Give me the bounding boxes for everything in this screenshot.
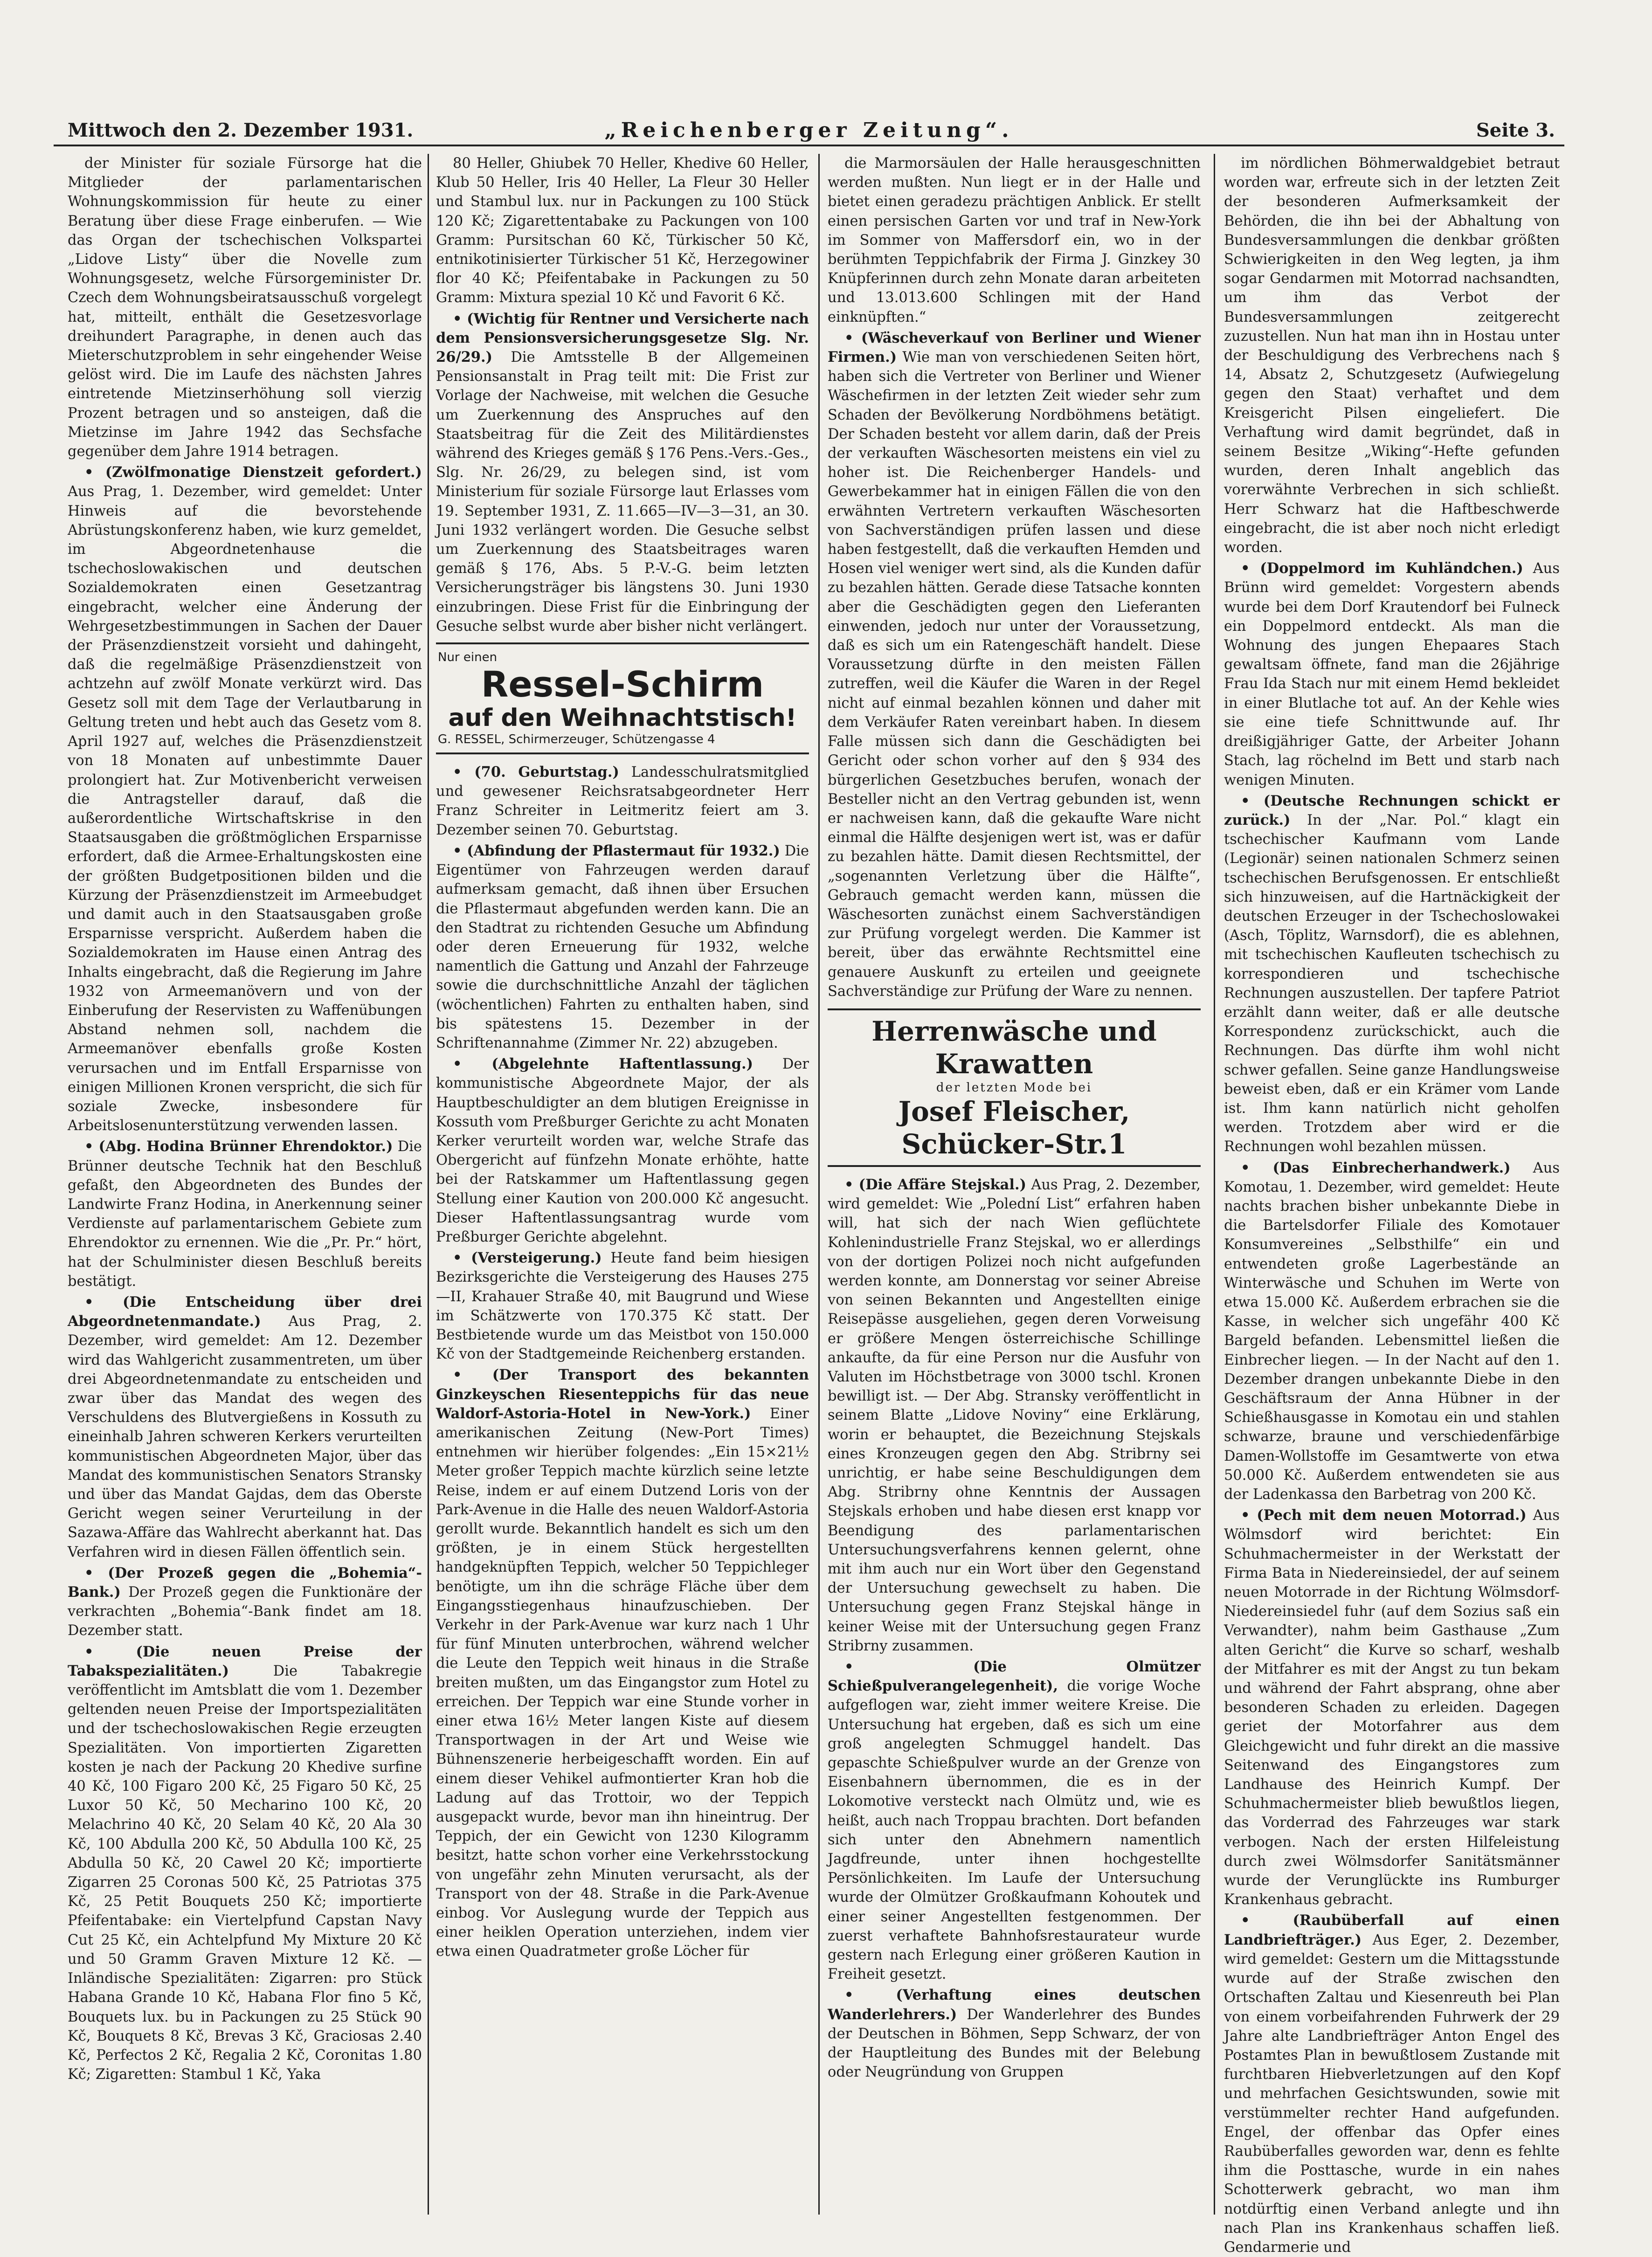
- article-paragraph: [828, 1175, 1201, 1656]
- article-paragraph: [828, 154, 1201, 327]
- article-paragraph: [68, 463, 422, 1135]
- articles-col3-top: [828, 154, 1201, 1001]
- article-paragraph: [436, 1366, 809, 1961]
- article-body: Aus Prag, 1. Dezember, wird gemeldet: Unter Hinweis auf die bevorstehende Abrüstungskonferenz haben, wie kurz gemeldet, im Abgeordnetenhause die tschechoslowakischen und deutschen Sozialdemokraten einen Gesetzantrag eingebracht, welcher eine Änderung der Wehrgesetzbestimmungen in Sachen der Dauer der Präsenzdienstzeit vorsieht und dahingeht, daß die regelmäßige Präsenzdienstzeit von achtzehn auf zwölf Monate verkürzt wird. Das Gesetz soll mit dem Tage der Verlautbarung in Geltung treten und hebt auch das Gesetz vom 8. April 1927 auf, welches die Präsenzdienstzeit von 18 Monaten auf unbestimmte Dauer prolongiert hat. Zur Motivenbericht verweisen die Antragsteller darauf, daß die außerordentliche Wirtschaftskrise in den Staatsausgaben die größtmöglichen Ersparnisse erfordert, daß die Armee-Erhaltungskosten eine der größten Budgetpositionen bilden und die Kürzung der Präsenzdienstzeit im Armeebudget und damit auch in den Staatsausgaben große Ersparnisse verspricht. Außerdem haben die Sozialdemokraten im Hause einen Antrag des Inhalts eingebracht, daß die Regierung im Jahre 1932 von Armeemanövern und von der Einberufung der Reservisten zu Waffenübungen Abstand nehmen soll, nachdem die Armeemanöver ebenfalls große Kosten verursachen und im Entfall Ersparnisse von einigen Millionen Kronen verspricht, die sich für soziale Zwecke, insbesondere für Arbeitslosenunterstützung verwenden lassen.: [68, 483, 422, 1134]
- article-body: die Marmorsäulen der Halle herausgeschnitten werden mußten. Nun liegt er in der Halle und bietet einen geradezu prächtigen Anblick. Er stellt einen persischen Garten vor und traf in New-York im Sommer von Maffersdorf ein, wo in der berühmten Teppichfabrik der Firma J. Ginzkey 30 Knüpferinnen durch zehn Monate daran arbeiteten und 13.013.600 Schlingen mit der Hand einknüpften.“: [828, 155, 1201, 325]
- column-1: [68, 154, 422, 2215]
- article-paragraph: [436, 1055, 809, 1247]
- article-body: Die Amtsstelle B der Allgemeinen Pensionsanstalt in Prag teilt mit: Die Frist zur Vorlage der Nachweise, mit welchen die Gesuche um Zuerkennung des Anspruches auf den Staatsbeitrag für die Zeit des Militärdienstes während des Krieges gemäß § 176 Pens.-Vers.-Ges., Slg. Nr. 26/29, zu belegen sind, ist vom Ministerium für soziale Fürsorge laut Erlasses vom 19. September 1931, Z. 11.665—IV—3—31, an 30. Juni 1932 verlängert worden. Die Gesuche selbst um Zuerkennung des Staatsbeitrages waren gemäß § 176, Abs. 5 P.-V.-G. beim letzten Versicherungsträger bis längstens 30. Juni 1930 einzubringen. Diese Frist für die Einbringung der Gesuche selbst wurde aber bisher nicht verlängert.: [436, 349, 809, 635]
- ad2-shop-name: Josef Fleischer, Schücker-Str.1: [898, 1095, 1130, 1160]
- articles-col2-bottom: [436, 763, 809, 1961]
- article-body: Aus Prag, 2. Dezember, wird gemeldet: Am 12. Dezember wird das Wahlgericht zusammentreten, um über drei Abgeordnetenmandate zu entscheiden und zwar über das Mandat des wegen des Verschuldens des Blutvergießens in Kossuth zu eineinhalb Jahren schweren Kerkers verurteilten kommunistischen Abgeordneten Major, über das Mandat des kommunistischen Senators Stransky und über das Mandat Gajdas, dem das Oberste Gericht wegen seiner Verurteilung in der Sazawa-Affäre das Wahlrecht aberkannt hat. Das Verfahren wird in diesen Fällen öffentlich sein.: [68, 1313, 422, 1560]
- article-heading: • (Die Affäre Stejskal.): [844, 1176, 1027, 1193]
- articles-col2-top: [436, 154, 809, 636]
- ad-headline: Ressel-Schirm: [481, 663, 764, 705]
- article-body: In der „Nar. Pol.“ klagt ein tschechischer Kaufmann vom Lande (Legionär) seinen nationalen Schmerz seinen tschechischen Berufsgenossen. Er entschließt sich hinzuweisen, auf die Hartnäckigkeit der deutschen Erzeuger in der Tschechoslowakei (Asch, Töplitz, Warnsdorf), die es ablehnen, mit tschechischen Kaufleuten tschechisch zu korrespondieren und tschechische Rechnungen auszustellen. Der tapfere Patriot erzählt dann weiter, daß er alle deutsche Korrespondenz zurückschickt, auch die Rechnungen. Das dürfte ihm wohl nicht schwer gefallen. Seine ganze Handlungsweise beweist eben, daß er ein Krämer vom Lande ist. Ihm kann natürlich nicht geholfen werden. Trotzdem aber wird er die Rechnungen wohl bezahlen müssen.: [1224, 812, 1560, 1155]
- article-body: Die Eigentümer von Fahrzeugen werden darauf aufmerksam gemacht, daß ihnen über Ersuchen die Pflastermaut abgefunden werden kann. Die an den Stadtrat zu richtenden Gesuche um Abfindung oder deren Erneuerung für 1932, welche namentlich die Gattung und Anzahl der Fahrzeuge sowie die durchschnittliche Anzahl der täglichen (wöchentlichen) Fahrten zu enthalten haben, sind bis spätestens 15. Dezember in der Schriftenannahme (Zimmer Nr. 22) abzugeben.: [436, 842, 809, 1051]
- article-paragraph: [68, 154, 422, 461]
- article-paragraph: [68, 1564, 422, 1641]
- article-body: 80 Heller, Ghiubek 70 Heller, Khedive 60 Heller, Klub 50 Heller, Iris 40 Heller, La Fleur 30 Heller und Stambul lux. nur in Packungen zu 100 Stück 120 Kč; Zigarettentabake zu Packungen von 100 Gramm: Pursitschan 60 Kč, Türkischer 50 Kč, entnikotinisierter Türkischer 51 Kč, Herzegowiner flor 40 Kč; Pfeifentabake in Packungen zu 50 Gramm: Mixtura spezial 10 Kč und Favorit 6 Kč.: [436, 155, 809, 306]
- article-heading: • (70. Geburtstag.): [453, 764, 619, 781]
- article-heading: • (Die Entscheidung über drei Abgeordnetenmandate.): [68, 1293, 422, 1330]
- article-paragraph: [1224, 559, 1560, 789]
- article-heading: • (Raubüberfall auf einen Landbriefträger.): [1224, 1912, 1560, 1948]
- article-heading: • (Der Transport des bekannten Ginzkeyschen Riesenteppichs für das neue Waldorf-Astoria-Hotel in New-York.): [436, 1367, 809, 1422]
- article-paragraph: [828, 329, 1201, 1001]
- header-date: Mittwoch den 2. Dezember 1931.: [68, 119, 414, 141]
- masthead-title: „Reichenberger Zeitung“.: [604, 118, 1014, 142]
- article-body: Aus Komotau, 1. Dezember, wird gemeldet: Heute nachts brachen bisher unbekannte Diebe in die Bartelsdorfer Filiale des Komotauer Konsumvereines „Selbsthilfe“ ein und entwendeten große Lagerbestände an Winterwäsche und Schuhen im Werte von etwa 15.000 Kč. Außerdem erbrachen sie die Kasse, in welcher sich ungefähr 400 Kč Bargeld befanden. Lebensmittel ließen die Einbrecher liegen. — In der Nacht auf den 1. Dezember drangen unbekannte Diebe in den Geschäftsraum der Anna Hübner in der Schießhausgasse in Komotau ein und stahlen schwarze, braune und verschiedenfärbige Damen-Wollstoffe im Gesamtwerte von etwa 50.000 Kč. Außerdem entwendeten sie aus der Ladenkassa den Barbetrag von 200 Kč.: [1224, 1160, 1560, 1503]
- article-heading: • (Abgelehnte Haftentlassung.): [453, 1056, 753, 1073]
- article-paragraph: [1224, 154, 1560, 557]
- newspaper-page: [54, 112, 1564, 2256]
- article-body: Aus Eger, 2. Dezember, wird gemeldet: Gestern um die Mittagsstunde wurde auf der Straße zwischen den Ortschaften Zaltau und Kiesenreuth bei Plan von einem vorbeifahrenden Fuhrwerk der 29 Jahre alte Landbriefträger Anton Engel des Postamtes Plan in bewußtlosem Zustande mit furchtbaren Hiebverletzungen auf den Kopf und mehrfachen Gesichtswunden, sowie mit verstümmelter rechter Hand aufgefunden. Engel, der offenbar das Opfer eines Raubüberfalles geworden war, denn es fehlte ihm die Posttasche, wurde in ein nahes Schotterwerk gebracht, wo man ihm notdürftig einen Verband anlegte und ihn nach Plan ins Krankenhaus schaffen ließ. Gendarmerie und: [1224, 1932, 1560, 2256]
- article-heading: • (Doppelmord im Kuhländchen.): [1241, 560, 1523, 577]
- article-paragraph: [436, 310, 809, 636]
- article-heading: • (Die Olmützer Schießpulverangelegenheit),: [828, 1658, 1201, 1695]
- advertisement-herrenwaesche: [828, 1008, 1201, 1167]
- article-body: Heute fand beim hiesigen Bezirksgerichte die Versteigerung des Hauses 275—II, Krahauer Straße 40, mit Baugrund und Wiese im Schätzwerte von 170.375 Kč statt. Der Bestbietende wurde um das Meistbot von 150.000 Kč von der Stadtgemeinde Reichenberg erstanden.: [436, 1250, 809, 1363]
- advertisement-ressel-schirm: [436, 642, 809, 754]
- article-paragraph: [1224, 792, 1560, 1157]
- article-heading: • (Verhaftung eines deutschen Wanderlehrers.): [828, 1987, 1201, 2023]
- column-rule: [818, 154, 820, 2215]
- column-rule: [428, 154, 429, 2215]
- article-paragraph: [1224, 1506, 1560, 1909]
- article-heading: • (Versteigerung.): [453, 1249, 602, 1267]
- article-heading: • (Wichtig für Rentner und Versicherte nach dem Pensionsversicherungsgesetze Slg. Nr. 26/29.): [436, 310, 809, 366]
- article-heading: • (Abg. Hodina Brünner Ehrendoktor.): [84, 1138, 393, 1155]
- article-paragraph: [828, 1986, 1201, 2082]
- article-paragraph: [436, 1249, 809, 1364]
- ad-firm-address: G. RESSEL, Schirmerzeuger, Schützengasse 4: [438, 732, 715, 747]
- article-paragraph: [68, 1293, 422, 1562]
- article-body: der Minister für soziale Fürsorge hat die Mitglieder der parlamentarischen Wohnungskommission für heute zu einer Beratung über diese Frage einberufen. — Wie das Organ der tschechischen Volkspartei „Lidove Listy“ über die Novelle zum Wohnungsgesetz, welche Fürsorgeminister Dr. Czech dem Wohnungsbeiratsausschuß vorgelegt hat, mitteilt, enthält die Gesetzesvorlage dreihundert Paragraphe, in denen auch das Mieterschutzproblem in sehr eingehender Weise gelöst wird. Die im Laufe des nächsten Jahres eintretende Mietzinserhöhung soll vierzig Prozent betragen und so ansteigen, daß die Mietzinse im Jahre 1942 das Sechsfache gegenüber dem Jahre 1914 betragen.: [68, 155, 422, 460]
- articles-col1: [68, 154, 422, 2084]
- article-body: im nördlichen Böhmerwaldgebiet betraut worden war, erfreute sich in der letzten Zeit der besonderen Aufmerksamkeit der Behörden, die ihn bei der Abhaltung von Bundesversammlungen die denkbar größten Schwierigkeiten in den Weg legten, ja ihm sogar Gendarmen mit Motorrad nachsandten, um ihm das Verbot der Bundesversammlungen zeitgerecht zuzustellen. Nun hat man ihn in Hostau unter der Beschuldigung des Verbrechens nach § 14, Absatz 2, Schutzgesetz (Aufwiegelung gegen den Staat) verhaftet und dem Kreisgericht Pilsen eingeliefert. Die Verhaftung wird damit begründet, daß in seinem Besitze „Wiking“-Hefte gefunden wurden, deren Inhalt angeblich das vorerwähnte Verbrechen in sich schließt. Herr Schwarz hat die Haftbeschwerde eingebracht, die ist aber noch nicht erledigt worden.: [1224, 155, 1560, 556]
- article-body: die vorige Woche aufgeflogen war, zieht immer weitere Kreise. Die Untersuchung hat ergeben, daß es sich um eine groß angelegten Schmuggel handelt. Das gepaschte Schießpulver wurde an der Grenze von Eisenbahnern übernommen, die es in der Lokomotive versteckt nach Olmütz und, wie es heißt, auch nach Troppau brachten. Dort befanden sich unter den Abnehmern namentlich Jagdfreunde, unter ihnen hochgestellte Persönlichkeiten. Im Laufe der Untersuchung wurde der Olmützer Großkaufmann Kohoutek und einer seiner Angestellten festgenommen. Der zuerst verhaftete Bahnhofsrestaurateur wurde gestern nach Erlegung einer größeren Kaution in Freiheit gesetzt.: [828, 1678, 1201, 1983]
- article-body: Einer amerikanischen Zeitung (New-Port Times) entnehmen wir hierüber folgendes: „Ein 15×21½ Meter großer Teppich machte kürzlich seine letzte Reise, indem er auf einem Dutzend Loris von der Park-Avenue in die Halle des neuen Waldorf-Astoria gerollt wurde. Bekanntlich handelt es sich um den größten, je in einem Stück hergestellten handgeknüpften Teppich, welcher 50 Teppichleger benötigte, um ihn die schräge Fläche über dem Eingangsstiegenhaus hinaufzuschieben. Der Verkehr in der Park-Avenue war kurz nach 1 Uhr für fünf Minuten unterbrochen, während welcher die Leute den Teppich weit hinaus in die Straße breiten mußten, um das Eingangstor zum Hotel zu erreichen. Der Teppich war eine Stunde vorher in einer etwa 16½ Meter langen Kiste auf diesem Transportwagen in der Art und Weise wie Bühnenszenerie herbeigeschafft worden. Ein auf einem dieser Vehikel aufmontierter Kran hob die Ladung auf das Trottoir, wo der Teppich ausgepackt wurde, bevor man ihn hineintrug. Der Teppich, der ein Gewicht von 1230 Kilogramm besitzt, hatte schon vorher eine Verkehrsstockung von ungefähr zehn Minuten verursacht, als der Transport von der 48. Straße in die Park-Avenue einbog. Vor Auslegung wurde der Teppich aus einer heiklen Operation unterziehen, indem vier etwa einen Quadratmeter große Löcher für: [436, 1405, 809, 1960]
- ad2-tagline: der letzten Mode bei: [936, 1080, 1092, 1095]
- article-body: Wie man von verschiedenen Seiten hört, haben sich die Vertreter von Berliner und Wiener Wäschefirmen in der letzten Zeit wieder sehr zum Schaden der Bevölkerung Nordböhmens betätigt. Der Schaden besteht vor allem darin, daß der Preis der verkauften Wäschesorten meistens ein viel zu hoher ist. Die Reichenberger Handels- und Gewerbekammer hat in einigen Fällen die von den erwähnten Vertretern verkauften Wäschesorten von Sachverständigen prüfen lassen und diese haben festgestellt, daß die verkauften Hemden und Hosen viel weniger wert sind, als die Kunden dafür zu bezahlen hätten. Gerade diese Tatsache konnten aber die Geschädigten gegen den Lieferanten einwenden, jedoch nur unter der Voraussetzung, daß es sich um ein Ratengeschäft handelt. Diese Voraussetzung dürfte in den meisten Fällen zutreffen, weil die Käufer die Waren in der Regel nicht auf einmal bezahlen können und daher mit dem Verkäufer Raten vereinbart haben. In diesem Falle müssen sich dann die Geschädigten bei Gericht oder schon vorher auf den § 934 des bürgerlichen Gesetzbuches berufen, wonach der Besteller nicht an den Vertrag gebunden ist, wenn er nachweisen kann, daß die gekaufte Ware nicht einmal die Hälfte desjenigen wert ist, was er dafür zu bezahlen hätte. Damit diesen Rechtsmittel, der „sogenannten Verletzung über die Hälfte“, Gebrauch gemacht werden kann, müssen die Wäschesorten zunächst einem Sachverständigen zur Prüfung vorgelegt werden. Die Kammer ist bereit, über das erwähnte Rechtsmittel eine genauere Auskunft zu erteilen und geeignete Sachverständige zur Prüfung der Ware zu nennen.: [828, 349, 1201, 1000]
- article-body: Der Wanderlehrer des Bundes der Deutschen in Böhmen, Sepp Schwarz, der von der Hauptleitung des Bundes mit der Belebung oder Neugründung von Gruppen: [828, 2006, 1201, 2081]
- article-paragraph: [436, 842, 809, 1053]
- article-body: Landesschulratsmitglied und gewesener Reichsratsabgeordneter Herr Franz Schreiter in Leitmeritz feiert am 3. Dezember seinen 70. Geburtstag.: [436, 764, 809, 838]
- article-body: Die Tabakregie veröffentlicht im Amtsblatt die vom 1. Dezember geltenden neuen Preise der Importspezialitäten und der tschechoslowakischen Regie erzeugten Spezialitäten. Von importierten Zigaretten kosten je nach der Packung 20 Khedive surfine 40 Kč, 100 Figaro 200 Kč, 25 Figaro 50 Kč, 25 Luxor 50 Kč, 50 Mecharino 100 Kč, 20 Melachrino 40 Kč, 20 Selam 40 Kč, 20 Ala 30 Kč, 100 Abdulla 200 Kč, 50 Abdulla 100 Kč, 25 Abdulla 50 Kč, 20 Cawel 20 Kč; importierte Zigarren 25 Coronas 500 Kč, 25 Patriotas 375 Kč, 25 Petit Bouquets 250 Kč; importierte Pfeifentabake: ein Viertelpfund Capstan Navy Cut 25 Kč, ein Achtelpfund My Mixture 20 Kč und 50 Gramm Graven Mixture 12 Kč. — Inländische Spezialitäten: Zigarren: pro Stück Habana Grande 10 Kč, Habana Flor fino 5 Kč, Bouquets lux. bu in Packungen zu 25 Stück 90 Kč, Bouquets 8 Kč, Brevas 3 Kč, Graciosas 2.40 Kč, Perfectos 2 Kč, Regalia 2 Kč, Coronitas 1.80 Kč; Zigaretten: Stambul 1 Kč, Yaka: [68, 1663, 422, 2083]
- article-body: Die Brünner deutsche Technik hat den Beschluß gefaßt, den Abgeordneten des Bundes der Landwirte Franz Hodina, in Anerkennung seiner Verdienste auf parlamentarischem Gebiete zum Ehrendoktor zu ernennen. Wie die „Pr. Pr.“ hört, hat der Schulminister diesen Beschluß bereits bestätigt.: [68, 1139, 422, 1290]
- article-paragraph: [68, 1137, 422, 1291]
- column-rule: [1214, 154, 1215, 2215]
- article-heading: • (Abfindung der Pflastermaut für 1932.): [453, 842, 780, 859]
- article-heading: • (Wäscheverkauf von Berliner und Wiener Firmen.): [828, 329, 1201, 366]
- article-paragraph: [436, 154, 809, 308]
- column-3: [828, 154, 1201, 2215]
- article-body: Aus Brünn wird gemeldet: Vorgestern abends wurde bei dem Dorf Krautendorf bei Fulneck ein Doppelmord entdeckt. Als man die Wohnung des jungen Ehepaares Stach gewaltsam öffnete, fand man die 26jährige Frau Ida Stach nur mit einem Hemd bekleidet in einer Blutlache tot auf. An der Kehle wies sie eine tiefe Schnittwunde auf. Ihr dreißigjähriger Gatte, der Arbeiter Johann Stach, lag röchelnd im Bett und starb nach wenigen Minuten.: [1224, 560, 1560, 788]
- article-heading: • (Zwölfmonatige Dienstzeit gefordert.): [84, 464, 422, 481]
- article-body: Der Prozeß gegen die Funktionäre der verkrachten „Bohemia“-Bank findet am 18. Dezember statt.: [68, 1584, 422, 1639]
- article-paragraph: [828, 1657, 1201, 1984]
- article-heading: • (Das Einbrecherhandwerk.): [1241, 1159, 1511, 1176]
- articles-col4: [1224, 154, 1560, 2257]
- article-heading: • (Der Prozeß gegen die „Bohemia“-Bank.): [68, 1564, 422, 1601]
- article-heading: • (Pech mit dem neuen Motorrad.): [1241, 1507, 1527, 1524]
- article-heading: • (Deutsche Rechnungen schickt er zurück.): [1224, 792, 1560, 828]
- article-body: Aus Wölmsdorf wird berichtet: Ein Schuhmachermeister in der Werkstatt der Firma Bata in Niedereinsiedel, der auf seinem neuen Motorrade in der Richtung Wölmsdorf-Niedereinsiedel fuhr (auf dem Sozius saß ein Verwandter), nahm beim Gasthause „Zum alten Gericht“ die Kurve so scharf, weshalb der Mitfahrer es mit der Angst zu tun bekam und während der Fahrt absprang, ohne aber besonderen Schaden zu erleiden. Dagegen geriet der Motorfahrer aus dem Gleichgewicht und fuhr direkt an die massive Seitenwand des Eingangstores zum Landhause des Heinrich Kumpf. Der Schuhmachermeister blieb bewußtlos liegen, das Vorderrad des Fahrzeuges war stark verbogen. Nach der ersten Hilfeleistung durch zwei Wölmsdorfer Sanitätsmänner wurde der Verunglückte ins Rumburger Krankenhaus gebracht.: [1224, 1507, 1560, 1908]
- article-paragraph: [1224, 1159, 1560, 1505]
- article-body: Aus Prag, 2. Dezember, wird gemeldet: Wie „Polední List“ erfahren haben will, hat sich der nach Wien geflüchtete Kohlenindustrielle Franz Stejskal, wo er allerdings von der dortigen Polizei noch nicht aufgefunden werden konnte, am Donnerstag vor seiner Abreise von seinen Bekannten und Angestellten einige Reisepässe ausgeliehen, gegen deren Vorweisung er größere Mengen österreichische Schillinge ankaufte, da für eine Person nur die Ausfuhr von Valuten im Höchstbetrage von 3000 tschl. Kronen bewilligt ist. — Der Abg. Stransky veröffentlicht in seinem Blatte „Lidove Noviny“ eine Erklärung, worin er behauptet, die Bezeichnung Stejskals eines Kronzeugen gegen den Abg. Stribrny sei unrichtig, er habe seine Beschuldigungen dem Abg. Stribrny ohne Kenntnis der Aussagen Stejskals erhoben und habe diesen erst knapp vor Beendigung des parlamentarischen Untersuchungsverfahrens kennen gelernt, ohne mit ihm auch nur ein Wort über den Gegenstand der Untersuchung gewechselt zu haben. Die Untersuchung gegen Franz Stejskal hänge in keiner Weise mit der Untersuchung gegen Franz Stribrny zusammen.: [828, 1176, 1201, 1654]
- article-body: Der kommunistische Abgeordnete Major, der als Hauptbeschuldigter an dem blutigen Ereignisse in Kossuth vom Preßburger Gerichte zu acht Monaten Kerker verurteilt worden war, welche Strafe das Obergericht auf fünfzehn Monate erhöhte, hatte bei der Ratskammer um Haftentlassung gegen Stellung einer Kaution von 200.000 Kč angesucht. Dieser Haftentlassungsantrag wurde vom Preßburger Gerichte abgelehnt.: [436, 1056, 809, 1245]
- articles-col3-bottom: [828, 1175, 1201, 2082]
- article-heading: • (Die neuen Preise der Tabakspezialitäten.): [68, 1643, 422, 1679]
- article-paragraph: [1224, 1911, 1560, 2257]
- ad2-headline: Herrenwäsche und Krawatten: [871, 1015, 1157, 1080]
- page-header: [54, 112, 1564, 146]
- ad-subheadline: auf den Weihnachtstisch!: [448, 704, 797, 732]
- article-paragraph: [436, 763, 809, 840]
- article-paragraph: [68, 1643, 422, 2084]
- page-number: Seite 3.: [1476, 119, 1555, 141]
- column-2: [436, 154, 809, 2215]
- ad-lead-text: Nur einen: [438, 650, 498, 665]
- column-4: [1224, 154, 1560, 2256]
